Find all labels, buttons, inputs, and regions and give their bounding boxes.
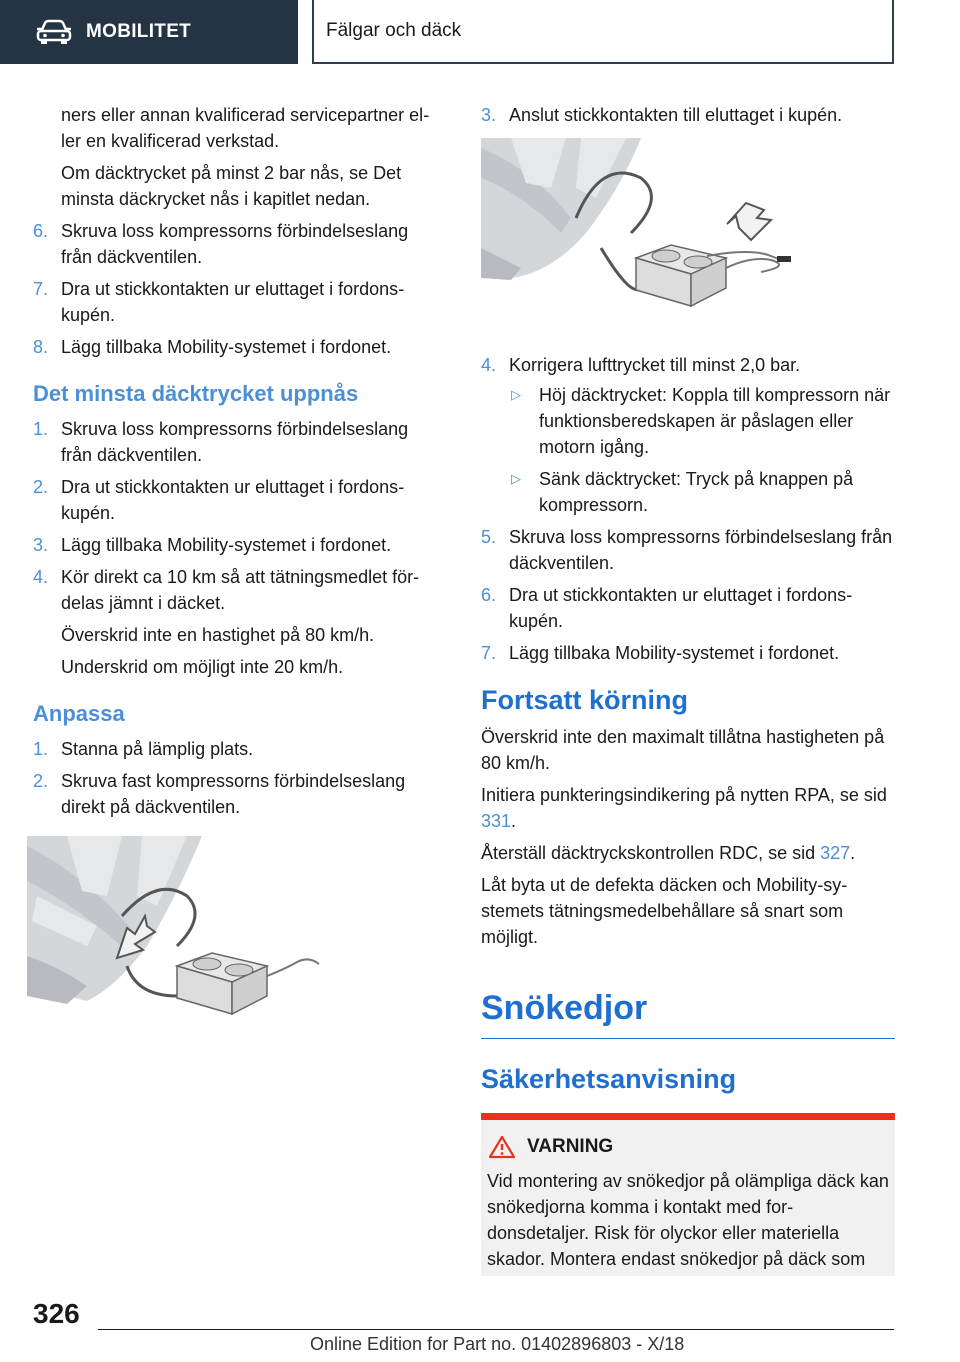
section-tab[interactable] xyxy=(0,0,298,64)
step-text: Kör direkt ca 10 km så att tätningsmedlet fördelas jämnt i däcket. xyxy=(61,567,420,613)
sub-list-item xyxy=(509,382,895,460)
step-number: 6. xyxy=(33,221,49,241)
step-number: 8. xyxy=(33,337,49,357)
car-icon xyxy=(36,19,72,45)
left-column xyxy=(33,102,443,1016)
list-item xyxy=(481,640,895,666)
list-item xyxy=(33,334,443,360)
list-item xyxy=(33,416,443,468)
note-text: Underskrid om möjligt inte 20 km/h. xyxy=(61,657,344,677)
step-text: Skruva loss kompressorns förbindelseslang från däckventilen. xyxy=(61,419,409,465)
body-text: Initiera punkteringsindikering på nytten RPA, se sid xyxy=(481,785,887,805)
chapter-title: Fälgar och däck xyxy=(326,20,462,41)
compressor-valve-illustration xyxy=(27,836,403,1016)
step-text: Dra ut stickkontakten ur eluttaget i fordonskupén. xyxy=(61,477,405,523)
list-item xyxy=(33,768,443,820)
list-item xyxy=(481,352,895,518)
list-item xyxy=(33,276,443,328)
intro-paragraph: ners eller annan kvalificerad servicepartner eller en kvalificerad verkstad. xyxy=(61,105,430,151)
sub-list-item xyxy=(509,466,895,518)
step-number: 3. xyxy=(481,105,497,125)
sub-list xyxy=(509,382,895,518)
compressor-plug-illustration xyxy=(481,138,895,318)
chapter-heading: Snökedjor xyxy=(481,988,895,1039)
list-item xyxy=(33,564,443,616)
step-text: Anslut stickkontakten till eluttaget i kupén. xyxy=(509,105,843,125)
chapter-title-box xyxy=(312,0,894,64)
page-number: 326 xyxy=(33,1298,80,1329)
step-number: 1. xyxy=(33,739,49,759)
list-item xyxy=(33,474,443,526)
body-paragraph xyxy=(481,782,895,834)
footer-edition: Online Edition for Part no. 01402896803 - X/18 xyxy=(310,1334,685,1354)
list-item xyxy=(481,524,895,576)
body-text: Återställ däcktryckskontrollen RDC, se sid xyxy=(481,843,821,863)
list-item xyxy=(481,582,895,634)
note-text: Överskrid inte en hastighet på 80 km/h. xyxy=(61,625,375,645)
step-text: Skruva loss kompressorns förbindelseslang från däckventilen. xyxy=(61,221,409,267)
triangle-bullet-icon: ▷ xyxy=(511,471,521,486)
body-paragraph: Överskrid inte den maximalt tillåtna hastigheten på 80 km/h. xyxy=(481,727,885,773)
triangle-bullet-icon: ▷ xyxy=(511,387,521,402)
step-number: 6. xyxy=(481,585,497,605)
right-column xyxy=(481,102,895,1276)
warning-box xyxy=(481,1113,895,1276)
steps-list xyxy=(33,416,443,616)
warning-header xyxy=(487,1134,889,1160)
list-item xyxy=(481,102,895,128)
step-text: Lägg tillbaka Mobility-systemet i fordonet. xyxy=(61,535,392,555)
warning-text: Vid montering av snökedjor på olämpliga däck kan snökedjorna komma i kontakt med fordonsdetaljer. Risk för olyckor eller materiella skador. Montera endast snökedjor på däck som xyxy=(487,1171,889,1269)
sub-item-text: Sänk däcktrycket: Tryck på knappen på kompressorn. xyxy=(539,469,854,515)
list-item xyxy=(33,218,443,270)
step-text: Dra ut stickkontakten ur eluttaget i fordonskupén. xyxy=(61,279,405,325)
steps-list xyxy=(481,352,895,666)
step-number: 7. xyxy=(481,643,497,663)
footer-divider xyxy=(98,1329,894,1330)
steps-list xyxy=(33,736,443,820)
step-text: Lägg tillbaka Mobility-systemet i fordonet. xyxy=(61,337,392,357)
steps-list xyxy=(481,102,895,128)
list-item xyxy=(33,736,443,762)
step-text: Dra ut stickkontakten ur eluttaget i fordonskupén. xyxy=(509,585,853,631)
body-text: . xyxy=(511,811,517,831)
step-text: Skruva loss kompressorns förbindelseslang från däckventilen. xyxy=(509,527,893,573)
step-number: 2. xyxy=(33,477,49,497)
step-number: 3. xyxy=(33,535,49,555)
step-number: 5. xyxy=(481,527,497,547)
step-number: 2. xyxy=(33,771,49,791)
step-number: 4. xyxy=(33,567,49,587)
step-text: Stanna på lämplig plats. xyxy=(61,739,254,759)
section-heading: Säkerhetsanvisning xyxy=(481,1064,737,1094)
page-header xyxy=(0,0,960,66)
intro-paragraph: Om däcktrycket på minst 2 bar nås, se Det minsta däckrycket nås i kapitlet nedan. xyxy=(61,163,402,209)
warning-label: VARNING xyxy=(527,1136,614,1157)
section-heading: Fortsatt körning xyxy=(481,685,688,715)
section-heading: Det minsta däcktrycket uppnås xyxy=(33,381,359,406)
section-label: MOBILITET xyxy=(86,21,192,42)
step-number: 1. xyxy=(33,419,49,439)
list-item xyxy=(33,532,443,558)
warning-triangle-icon xyxy=(489,1135,515,1159)
page-link-327[interactable]: 327 xyxy=(820,843,851,863)
step-number: 7. xyxy=(33,279,49,299)
body-paragraph: Låt byta ut de defekta däcken och Mobility-systemets tätningsmedelbehållare så snart som möjligt. xyxy=(481,875,848,947)
sub-item-text: Höj däcktrycket: Koppla till kompressorn när funktionsberedskapen är påslagen eller motorn igång. xyxy=(539,385,891,457)
step-number: 4. xyxy=(481,355,497,375)
step-text: Lägg tillbaka Mobility-systemet i fordonet. xyxy=(509,643,840,663)
page-link-331[interactable]: 331 xyxy=(481,811,512,831)
body-text: . xyxy=(850,843,856,863)
steps-list xyxy=(33,218,443,360)
step-text: Skruva fast kompressorns förbindelseslang direkt på däckventilen. xyxy=(61,771,406,817)
section-heading: Anpassa xyxy=(33,701,125,726)
step-text: Korrigera lufttrycket till minst 2,0 bar. xyxy=(509,355,801,375)
body-paragraph xyxy=(481,840,895,866)
